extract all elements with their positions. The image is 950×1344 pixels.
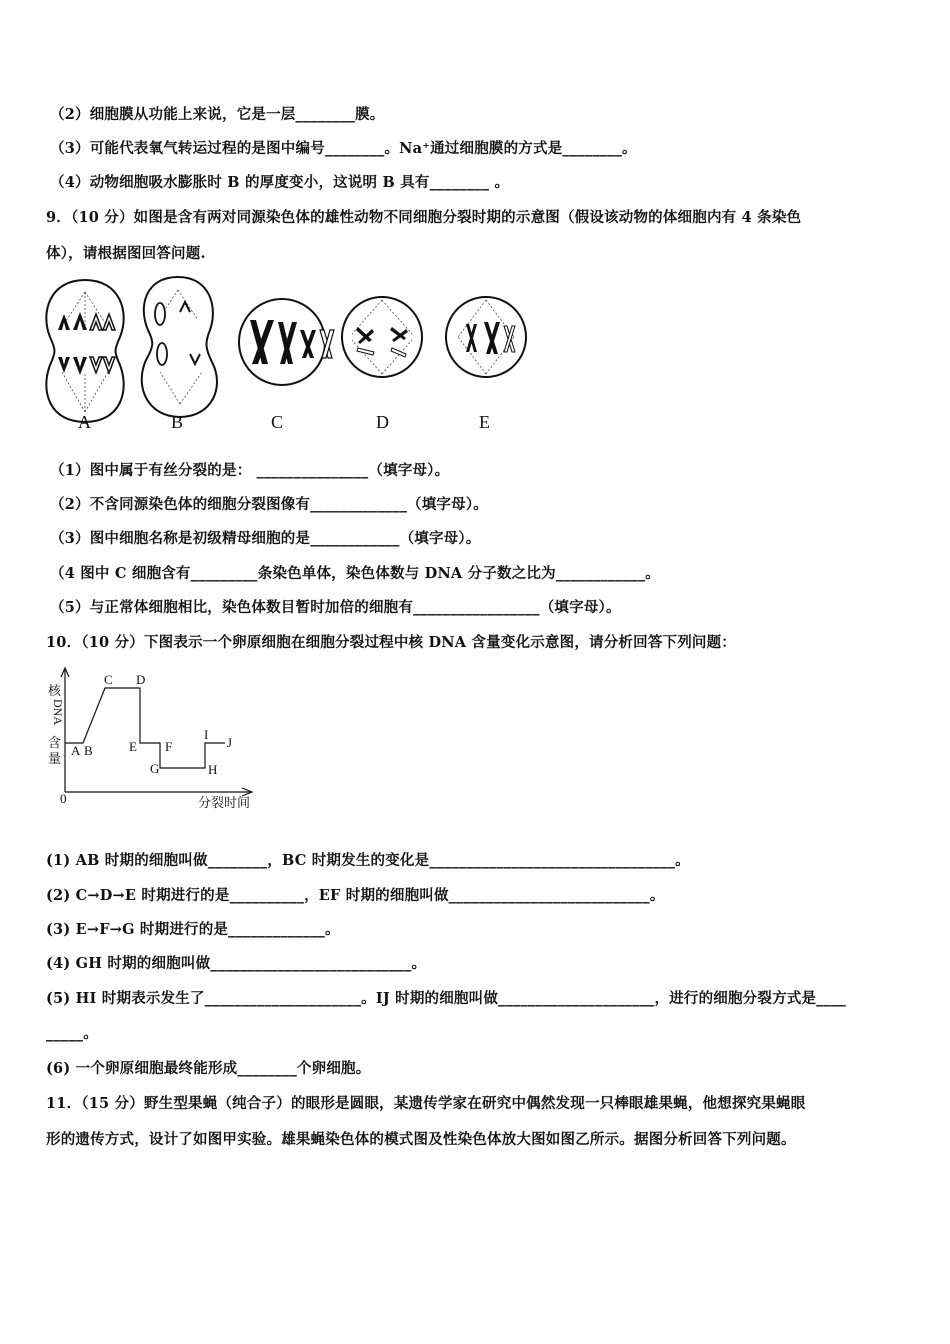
cell-d-outline [342, 297, 422, 377]
q10-part5-line2: _____。 [46, 1025, 98, 1042]
point-b: B [84, 743, 93, 758]
x-axis-label: 分裂时间 [198, 795, 251, 810]
q10-heading: 10．（10 分）下图表示一个卵原细胞在细胞分裂过程中核 DNA 含量变化示意图，请分析回答下列问题： [46, 634, 737, 651]
cell-label-e: E [479, 412, 490, 432]
point-e: E [129, 739, 137, 754]
point-j: J [227, 735, 233, 750]
point-d: D [136, 672, 146, 687]
cell-label-a: A [78, 412, 91, 432]
q10-part6: (6) 一个卵原细胞最终能形成________个卵细胞。 [46, 1060, 371, 1077]
cell-label-d: D [376, 412, 389, 432]
q9-part5: （5）与正常体细胞相比，染色体数目暂时加倍的细胞有_________________（填字母）。 [50, 599, 621, 616]
q9-part2: （2）不含同源染色体的细胞分裂图像有_____________（填字母）。 [50, 496, 488, 513]
q8-part2: （2）细胞膜从功能上来说，它是一层________膜。 [50, 106, 385, 123]
q9-part1: （1）图中属于有丝分裂的是： _______________（填字母）。 [50, 462, 450, 479]
q10-part3: (3) E→F→G 时期进行的是_____________。 [46, 921, 340, 938]
y-axis-dna: DNA [51, 699, 65, 725]
q9-part4: （4 图中 C 细胞含有_________条染色单体，染色体数与 DNA 分子数之比为____________。 [50, 565, 660, 582]
cell-label-b: B [171, 412, 184, 432]
graph-origin: 0 [60, 791, 67, 806]
q11-heading-line2: 形的遗传方式，设计了如图甲实验。雄果蝇染色体的模式图及性染色体放大图如图乙所示。据图分析回答下列问题。 [46, 1131, 796, 1148]
q10-part1: (1) AB 时期的细胞叫做________，BC 时期发生的变化是_________________________________。 [46, 852, 690, 869]
cell-c-outline [239, 299, 325, 385]
q9-part3: （3）图中细胞名称是初级精母细胞的是____________（填字母）。 [50, 530, 481, 547]
q10-part2: (2) C→D→E 时期进行的是__________，EF 时期的细胞叫做___________________________。 [46, 887, 665, 904]
y-axis-char-1: 核 [48, 683, 62, 698]
y-axis-char-4: 量 [48, 751, 62, 766]
point-c: C [104, 672, 113, 687]
point-i: I [204, 727, 209, 742]
cell-label-c: C [271, 412, 284, 432]
point-h: H [208, 762, 218, 777]
y-axis-char-3: 含 [48, 735, 62, 750]
point-f: F [165, 739, 173, 754]
q9-heading-line2: 体），请根据图回答问题. [46, 245, 206, 262]
cell-e-outline [446, 297, 526, 377]
point-g: G [150, 761, 160, 776]
q9-heading-line1 [46, 206, 801, 227]
q11-heading-line1: 11．（15 分）野生型果蝇（纯合子）的眼形是圆眼，某遗传学家在研究中偶然发现一只棒眼雄果蝇，他想探究果蝇眼 [46, 1095, 806, 1112]
q10-part4: (4) GH 时期的细胞叫做___________________________。 [46, 955, 427, 972]
q8-part3: （3）可能代表氧气转运过程的是图中编号________。Na⁺通过细胞膜的方式是________。 [50, 140, 637, 157]
q10-part5-line1: (5) HI 时期表示发生了_____________________。IJ 时期的细胞叫做_____________________，进行的细胞分裂方式是____ [46, 990, 846, 1007]
cell-b-outline [142, 277, 217, 417]
cell-division-figure [40, 272, 540, 432]
q9-heading-text: 9．（10 分）如图是含有两对同源染色体的雄性动物不同细胞分裂时期的示意图（假设该动物的体细胞内有 4 条染色 [46, 209, 802, 226]
dna-content-graph [40, 665, 270, 820]
point-a: A [71, 743, 81, 758]
q8-part4: （4）动物细胞吸水膨胀时 B 的厚度变小，这说明 B 具有________ 。 [50, 174, 510, 191]
